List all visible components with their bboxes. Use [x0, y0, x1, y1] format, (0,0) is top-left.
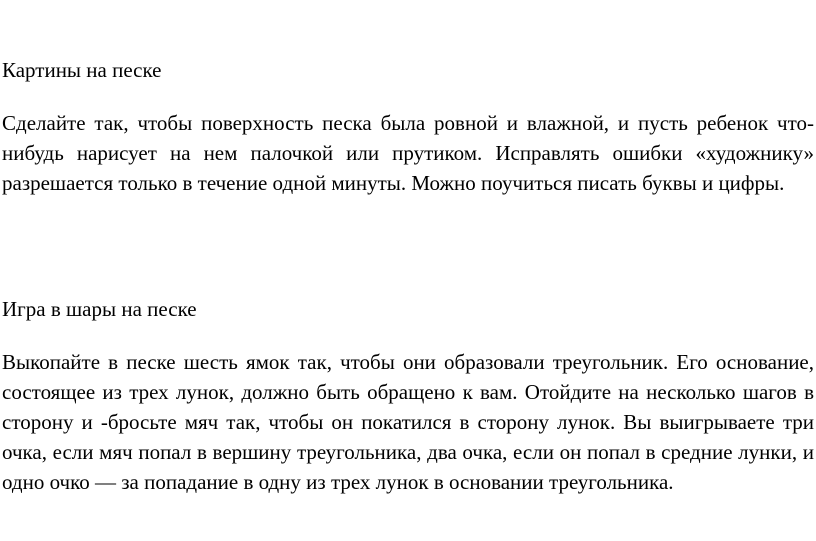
section-title-sand-ball-game: Игра в шары на песке [2, 297, 197, 321]
section-paragraph-sand-ball-game: Выкопайте в песке шесть ямок так, чтобы они образовали треугольник. Его основание, состоящее из трех лунок, должно быть обращено к вам. Отойдите на несколько шагов в сторону и -бросьте мяч так, чтобы он покатился в сторону лунок. Вы выигрываете три очка, если мяч попал в вершину треугольника, два очка, если он попал в средние лунки, и одно очко — за попадание в одну из трех лунок в основании треугольника. [2, 350, 814, 494]
section-title-sand-pictures: Картины на песке [2, 58, 162, 82]
section-paragraph-sand-pictures: Сделайте так, чтобы поверхность песка была ровной и влажной, и пусть ребенок что-нибудь нарисует на нем палочкой или прутиком. Исправлять ошибки «художнику» разрешается только в течение одной минуты. Можно поучиться писать буквы и цифры. [2, 111, 814, 195]
